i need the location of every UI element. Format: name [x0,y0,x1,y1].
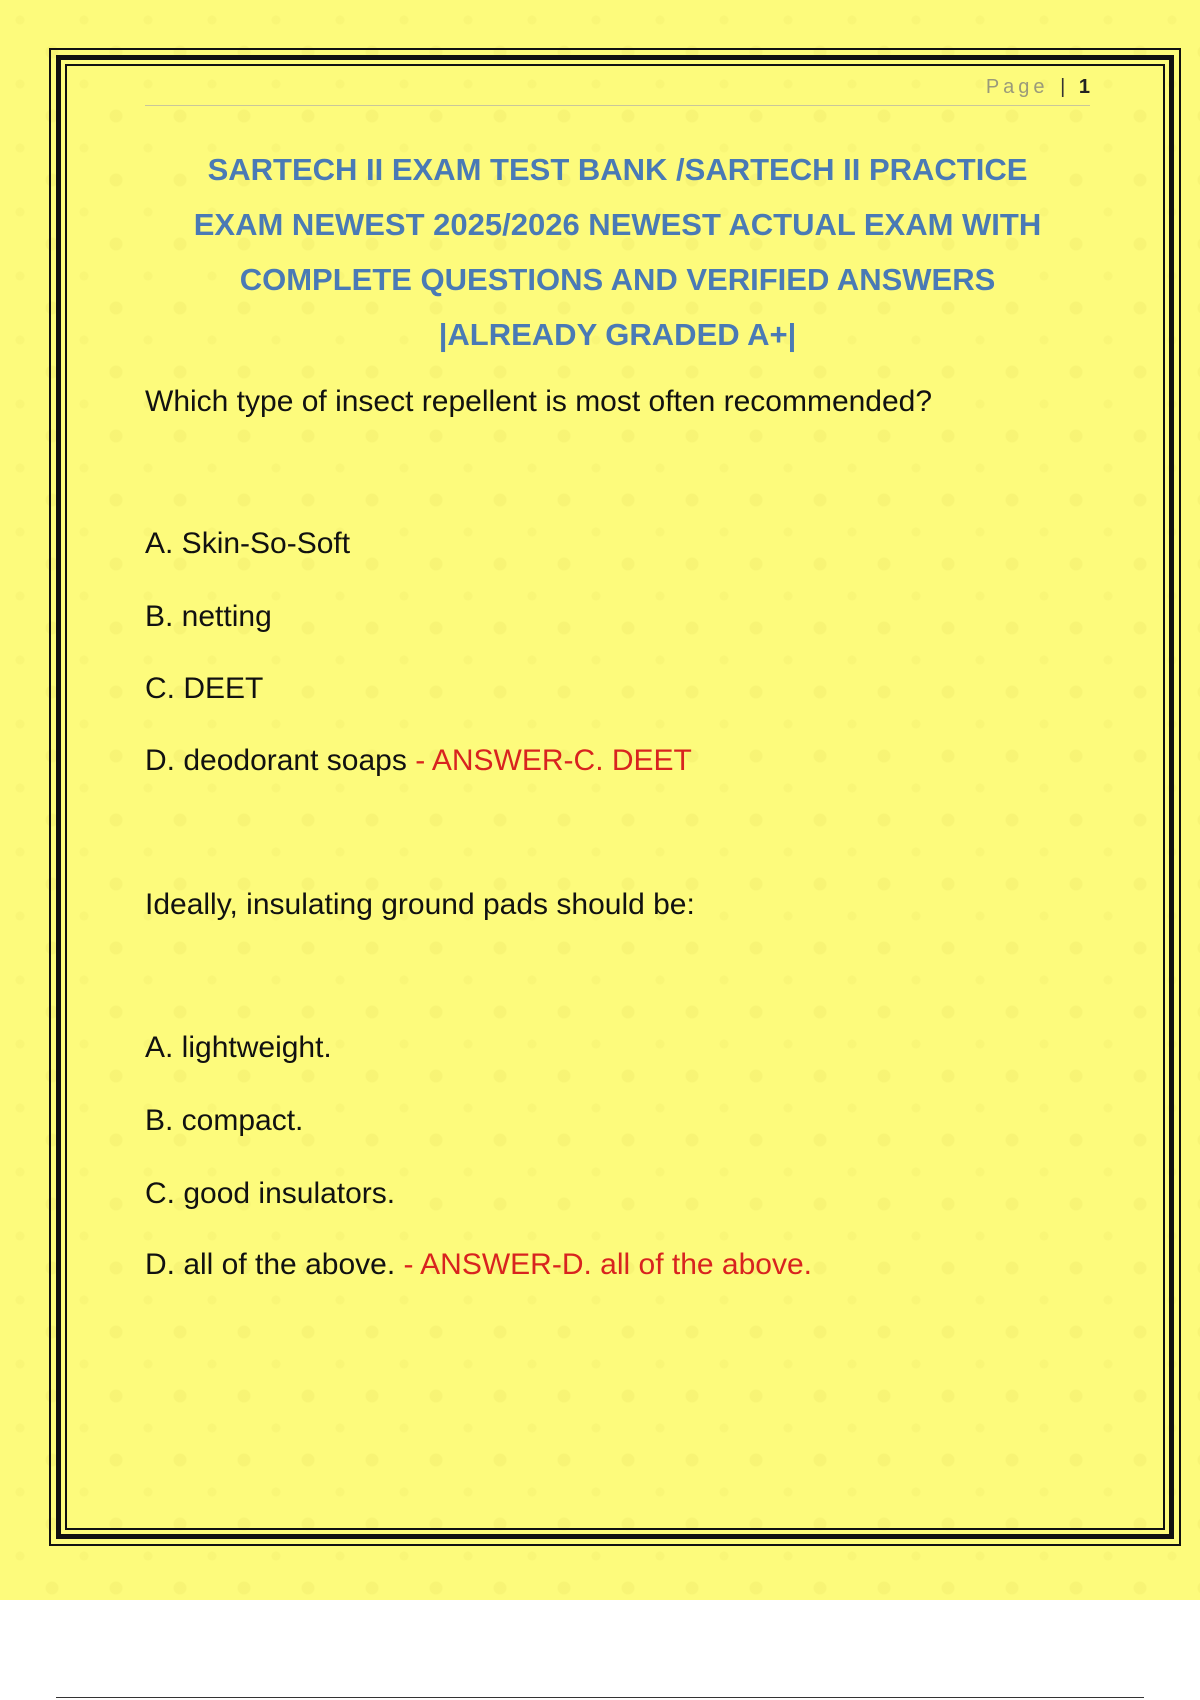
option-a: A. lightweight. [145,1031,332,1064]
header-divider [145,105,1090,106]
document-title [145,142,1090,362]
option-b: B. compact. [145,1104,304,1137]
answer-text: - ANSWER-D. all of the above. [403,1248,812,1281]
question-text: Ideally, insulating ground pads should be: [145,888,695,921]
option-d-row [145,1248,812,1282]
page-number-header [986,76,1090,99]
page-separator: | [1060,76,1066,98]
answer-text: - ANSWER-C. DEET [415,744,692,777]
title-line-1: SARTECH II EXAM TEST BANK /SARTECH II PRACTICE [207,152,1028,187]
option-b: B. netting [145,600,272,633]
title-line-3: COMPLETE QUESTIONS AND VERIFIED ANSWERS [239,262,996,297]
option-d: D. deodorant soaps [145,744,407,777]
question-text: Which type of insect repellent is most often recommended? [145,385,933,418]
page-label: Page [985,76,1049,98]
footer-divider [56,1697,1144,1698]
title-line-2: EXAM NEWEST 2025/2026 NEWEST ACTUAL EXAM WITH [193,207,1042,242]
title-line-4: |ALREADY GRADED A+| [438,317,797,352]
option-a: A. Skin-So-Soft [145,527,351,560]
option-d: D. all of the above. [145,1248,396,1281]
option-c: C. good insulators. [145,1177,396,1210]
option-c: C. DEET [145,672,264,705]
page-number: 1 [1078,76,1090,98]
option-d-row [145,744,692,778]
